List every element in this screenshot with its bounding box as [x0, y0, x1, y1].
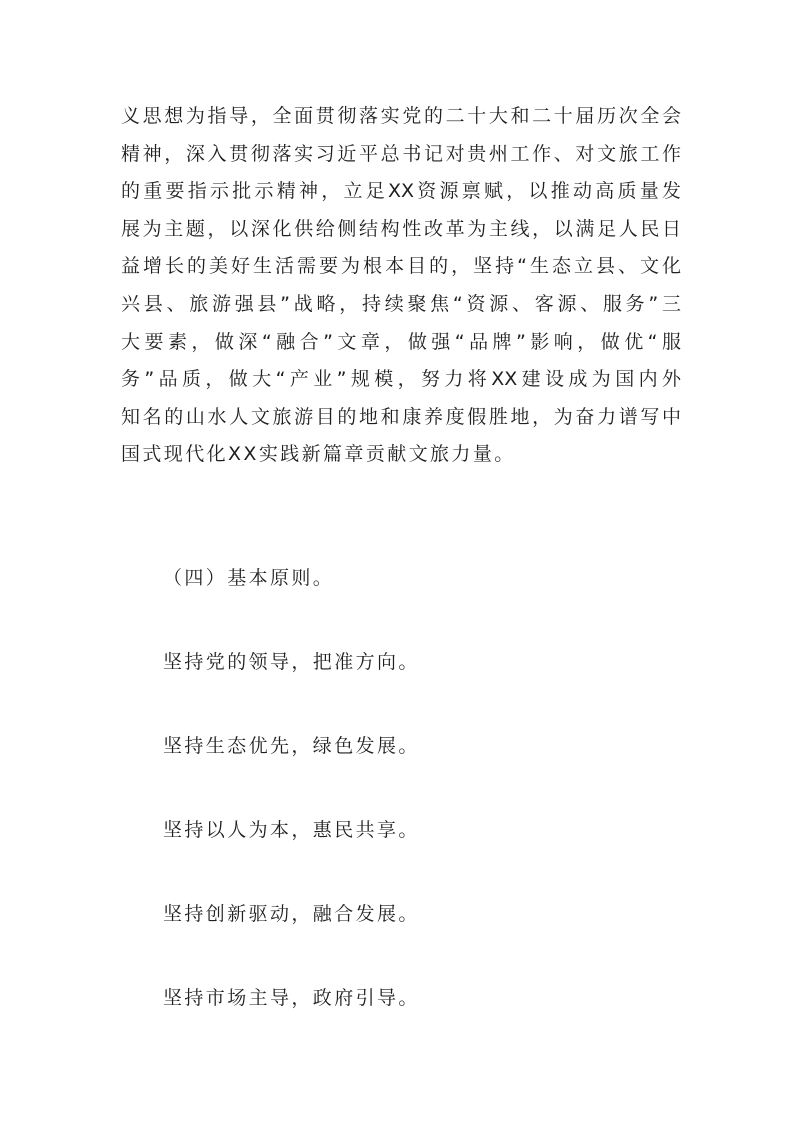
paragraph-line: 知名的山水人文旅游目的地和康养度假胜地，为奋力谱写中 — [121, 405, 681, 428]
principle-item: 坚持创新驱动，融合发展。 — [163, 903, 420, 925]
principle-item: 坚持市场主导，政府引导。 — [163, 987, 420, 1009]
paragraph-line: 义思想为指导，全面贯彻落实党的二十大和二十届历次全会 — [121, 105, 681, 127]
paragraph-line-last: 国式现代化XX实践新篇章贡献文旅力量。 — [121, 443, 516, 466]
paragraph-line: 展为主题，以深化供给侧结构性改革为主线，以满足人民日 — [121, 217, 681, 240]
guiding-ideology-paragraph — [121, 98, 681, 474]
paragraph-line: 大要素，做深“融合”文章，做强“品牌”影响，做优“服 — [121, 330, 681, 353]
principle-item: 坚持党的领导，把准方向。 — [163, 651, 420, 673]
paragraph-line: 务”品质，做大“产业”规模，努力将XX建设成为国内外 — [121, 368, 681, 391]
paragraph-line: 精神，深入贯彻落实习近平总书记对贵州工作、对文旅工作 — [121, 142, 681, 165]
principle-item: 坚持以人为本，惠民共享。 — [163, 819, 420, 841]
paragraph-line: 益增长的美好生活需要为根本目的，坚持“生态立县、文化 — [121, 255, 681, 278]
paragraph-line: 兴县、旅游强县”战略，持续聚焦“资源、客源、服务”三 — [121, 292, 681, 315]
principle-item: 坚持生态优先，绿色发展。 — [163, 735, 420, 757]
section-heading: （四）基本原则。 — [163, 567, 335, 589]
paragraph-line: 的重要指示批示精神，立足XX资源禀赋，以推动高质量发 — [121, 180, 681, 203]
